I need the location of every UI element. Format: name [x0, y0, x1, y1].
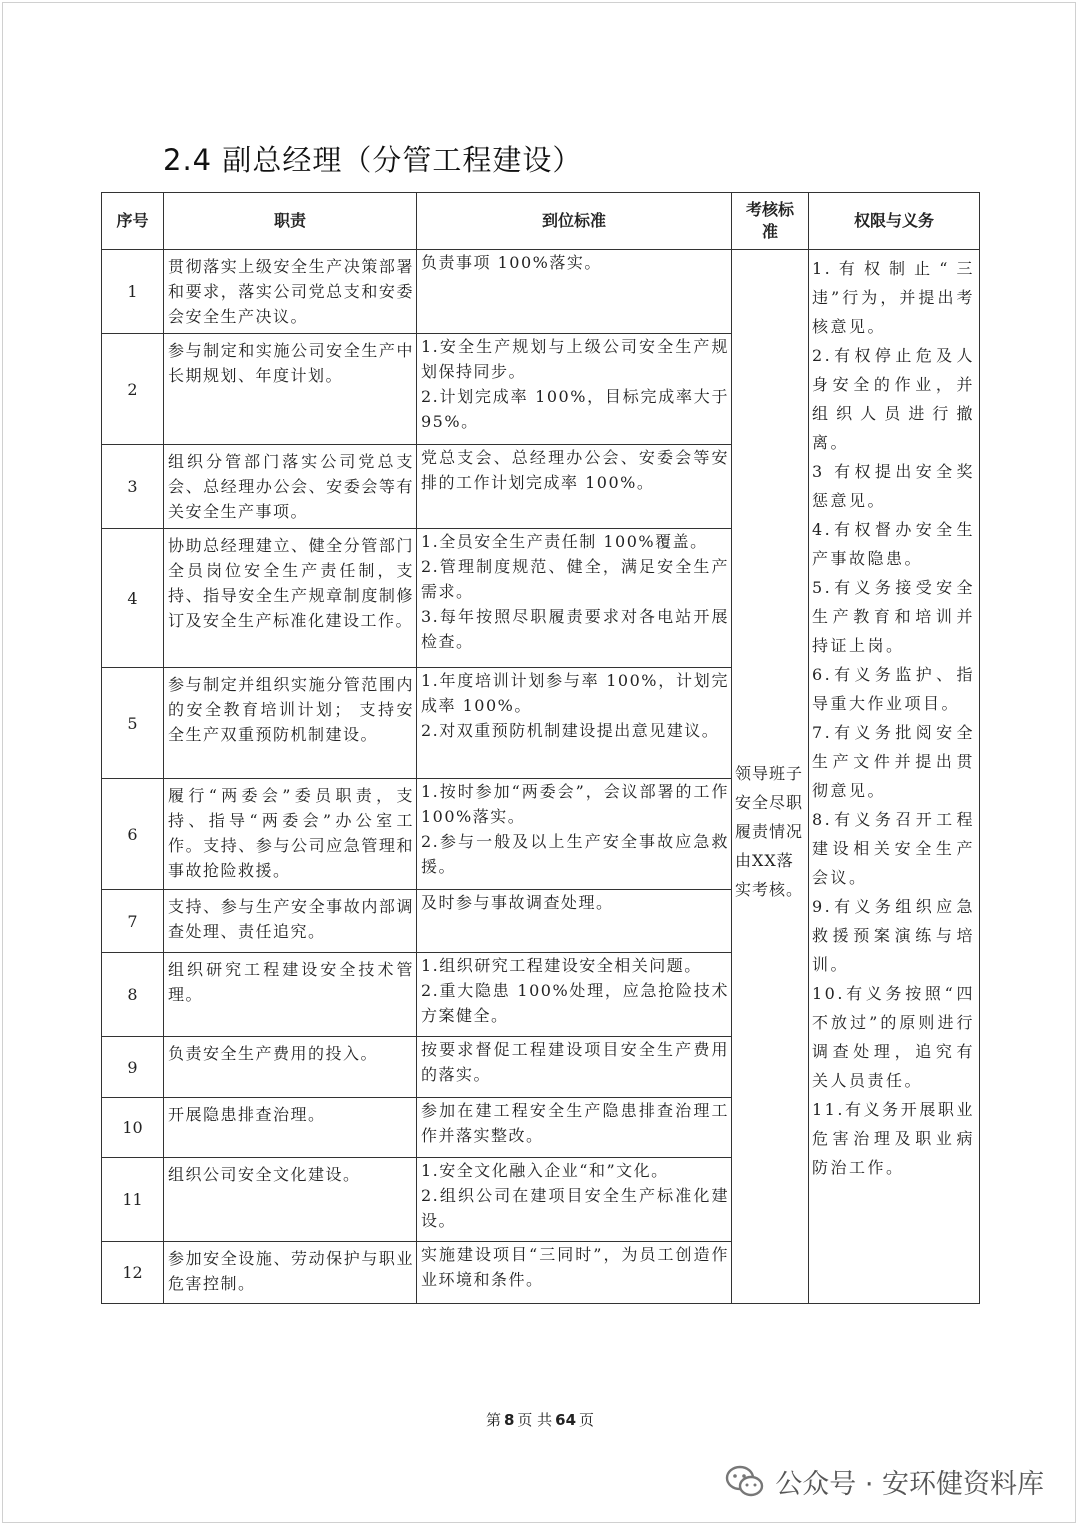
- wechat-icon: [725, 1464, 765, 1500]
- row-standard-line: 1.全员安全生产责任制 100%覆盖。: [421, 532, 708, 551]
- row-standard-line: 2.参与一般及以上生产安全事故应急救援。: [421, 832, 729, 876]
- row-duty-cell: [164, 250, 417, 334]
- footer-total-pages: 64: [555, 1411, 577, 1429]
- row-seq: 10: [102, 1098, 164, 1158]
- row-duty-cell: [164, 1242, 417, 1304]
- row-seq: 12: [102, 1242, 164, 1304]
- row-duty-cell: [164, 445, 417, 529]
- row-standard-line: 及时参与事故调查处理。: [421, 893, 614, 912]
- row-seq: 11: [102, 1158, 164, 1242]
- row-duty: 履行“两委会”委员职责，支持、指导“两委会”办公室工作。支持、参与公司应急管理和事故抢险救援。: [168, 786, 414, 880]
- row-duty-cell: [164, 529, 417, 668]
- rights-item: 4.有权督办安全生产事故隐患。: [812, 520, 975, 568]
- row-seq: 8: [102, 953, 164, 1037]
- row-duty-cell: [164, 1098, 417, 1158]
- row-duty-cell: [164, 890, 417, 953]
- rights-item: 5.有义务接受安全生产教育和培训并持证上岗。: [812, 578, 975, 655]
- row-standard-line: 1.安全生产规划与上级公司安全生产规划保持同步。: [421, 337, 729, 381]
- row-standard-line: 2.组织公司在建项目安全生产标准化建设。: [421, 1186, 729, 1230]
- row-standard-line: 3.每年按照尽职履责要求对各电站开展 检查。: [421, 607, 729, 651]
- table-header-row: [102, 193, 980, 250]
- row-standard-cell: [417, 529, 732, 668]
- rights-item: 7.有义务批阅安全生产文件并提出贯彻意见。: [812, 723, 975, 800]
- row-duty: 开展隐患排查治理。: [168, 1105, 326, 1124]
- row-standard-line: 1.年度培训计划参与率 100%，计划完成率 100%。: [421, 671, 729, 715]
- page-footer: [0, 1409, 1080, 1430]
- duty-table: [101, 192, 980, 1304]
- footer-middle: 页 共: [517, 1411, 553, 1429]
- row-duty: 负责安全生产费用的投入。: [168, 1044, 379, 1063]
- row-duty: 协助总经理建立、健全分管部门全员岗位安全生产责任制，支持、指导安全生产规章制度制修订及安全生产标准化建设工作。: [168, 536, 414, 630]
- row-duty: 组织公司安全文化建设。: [168, 1165, 361, 1184]
- row-standard-cell: [417, 668, 732, 779]
- row-standard-line: 党总支会、总经理办公会、安委会等安排的工作计划完成率 100%。: [421, 448, 729, 492]
- rights-item: 6.有义务监护、指导重大作业项目。: [812, 665, 975, 713]
- row-duty: 组织研究工程建设安全技术管理。: [168, 960, 414, 1004]
- exam-standard-text: 领导班子安全尽职履责情况由XX落实考核。: [735, 764, 804, 899]
- row-seq: 1: [102, 250, 164, 334]
- row-standard-line: 按要求督促工程建设项目安全生产费用的落实。: [421, 1040, 729, 1084]
- row-seq: 5: [102, 668, 164, 779]
- header-rights: 权限与义务: [809, 193, 980, 250]
- row-duty: 参与制定和实施公司安全生产中长期规划、年度计划。: [168, 341, 414, 385]
- rights-item: 3 有权提出安全奖惩意见。: [812, 462, 975, 510]
- rights-cell: [809, 250, 980, 1304]
- watermark: [725, 1462, 1044, 1501]
- row-seq: 3: [102, 445, 164, 529]
- footer-prefix: 第: [485, 1411, 501, 1429]
- row-standard-line: 实施建设项目“三同时”，为员工创造作业环境和条件。: [421, 1245, 729, 1289]
- row-seq: 4: [102, 529, 164, 668]
- row-duty-cell: [164, 1158, 417, 1242]
- row-standard-line: 2.对双重预防机制建设提出意见建议。: [421, 721, 720, 740]
- row-standard-cell: [417, 779, 732, 890]
- row-seq: 7: [102, 890, 164, 953]
- row-standard-line: 1.组织研究工程建设安全相关问题。: [421, 956, 702, 975]
- row-seq: 9: [102, 1037, 164, 1098]
- row-standard-cell: [417, 953, 732, 1037]
- row-duty: 参与制定并组织实施分管范围内的安全教育培训计划； 支持安全生产双重预防机制建设。: [168, 675, 414, 744]
- rights-item: 8.有义务召开工程建设相关安全生产会议。: [812, 810, 975, 887]
- row-standard-cell: [417, 1158, 732, 1242]
- rights-item: 2.有权停止危及人身安全的作业，并组织人员进行撤离。: [812, 346, 975, 452]
- row-standard-line: 参加在建工程安全生产隐患排查治理工作并落实整改。: [421, 1101, 729, 1145]
- row-standard-line: 1.安全文化融入企业“和”文化。: [421, 1161, 669, 1180]
- row-standard-cell: [417, 1037, 732, 1098]
- rights-item: 11.有义务开展职业危害治理及职业病防治工作。: [812, 1100, 975, 1177]
- row-standard-cell: [417, 1242, 732, 1304]
- row-duty-cell: [164, 953, 417, 1037]
- row-standard-cell: [417, 334, 732, 445]
- row-standard-cell: [417, 250, 732, 334]
- row-standard-cell: [417, 890, 732, 953]
- table-row: [102, 250, 980, 334]
- row-standard-cell: [417, 445, 732, 529]
- footer-suffix: 页: [579, 1411, 595, 1429]
- row-duty-cell: [164, 334, 417, 445]
- row-duty: 贯彻落实上级安全生产决策部署和要求，落实公司党总支和安委会安全生产决议。: [168, 257, 414, 326]
- row-duty: 支持、参与生产安全事故内部调查处理、责任追究。: [168, 897, 414, 941]
- row-standard-line: 负责事项 100%落实。: [421, 253, 602, 272]
- header-exam: 考核标准: [732, 193, 809, 250]
- row-duty-cell: [164, 668, 417, 779]
- row-standard-cell: [417, 1098, 732, 1158]
- row-standard-line: 2.重大隐患 100%处理，应急抢险技术方案健全。: [421, 981, 729, 1025]
- row-seq: 6: [102, 779, 164, 890]
- row-duty: 组织分管部门落实公司党总支会、总经理办公会、安委会等有关安全生产事项。: [168, 452, 414, 521]
- watermark-text: 公众号 · 安环健资料库: [775, 1469, 1044, 1500]
- row-standard-line: 2.管理制度规范、健全，满足安全生产需求。: [421, 557, 729, 601]
- row-standard-line: 2.计划完成率 100%，目标完成率大于 95%。: [421, 387, 729, 431]
- rights-item: 1.有权制止“三违”行为，并提出考核意见。: [812, 259, 975, 336]
- header-standard: 到位标准: [417, 193, 732, 250]
- row-duty: 参加安全设施、劳动保护与职业危害控制。: [168, 1249, 414, 1293]
- exam-standard-cell: [732, 250, 809, 1304]
- rights-item: 10.有义务按照“四不放过”的原则进行调查处理，追究有关人员责任。: [812, 984, 975, 1090]
- rights-item: 9.有义务组织应急救援预案演练与培训。: [812, 897, 975, 974]
- row-seq: 2: [102, 334, 164, 445]
- header-seq: 序号: [102, 193, 164, 250]
- row-duty-cell: [164, 1037, 417, 1098]
- footer-page-number: 8: [503, 1411, 515, 1429]
- section-heading: 2.4 副总经理（分管工程建设）: [163, 143, 583, 177]
- row-duty-cell: [164, 779, 417, 890]
- header-duty: 职责: [164, 193, 417, 250]
- row-standard-line: 1.按时参加“两委会”，会议部署的工作 100%落实。: [421, 782, 729, 826]
